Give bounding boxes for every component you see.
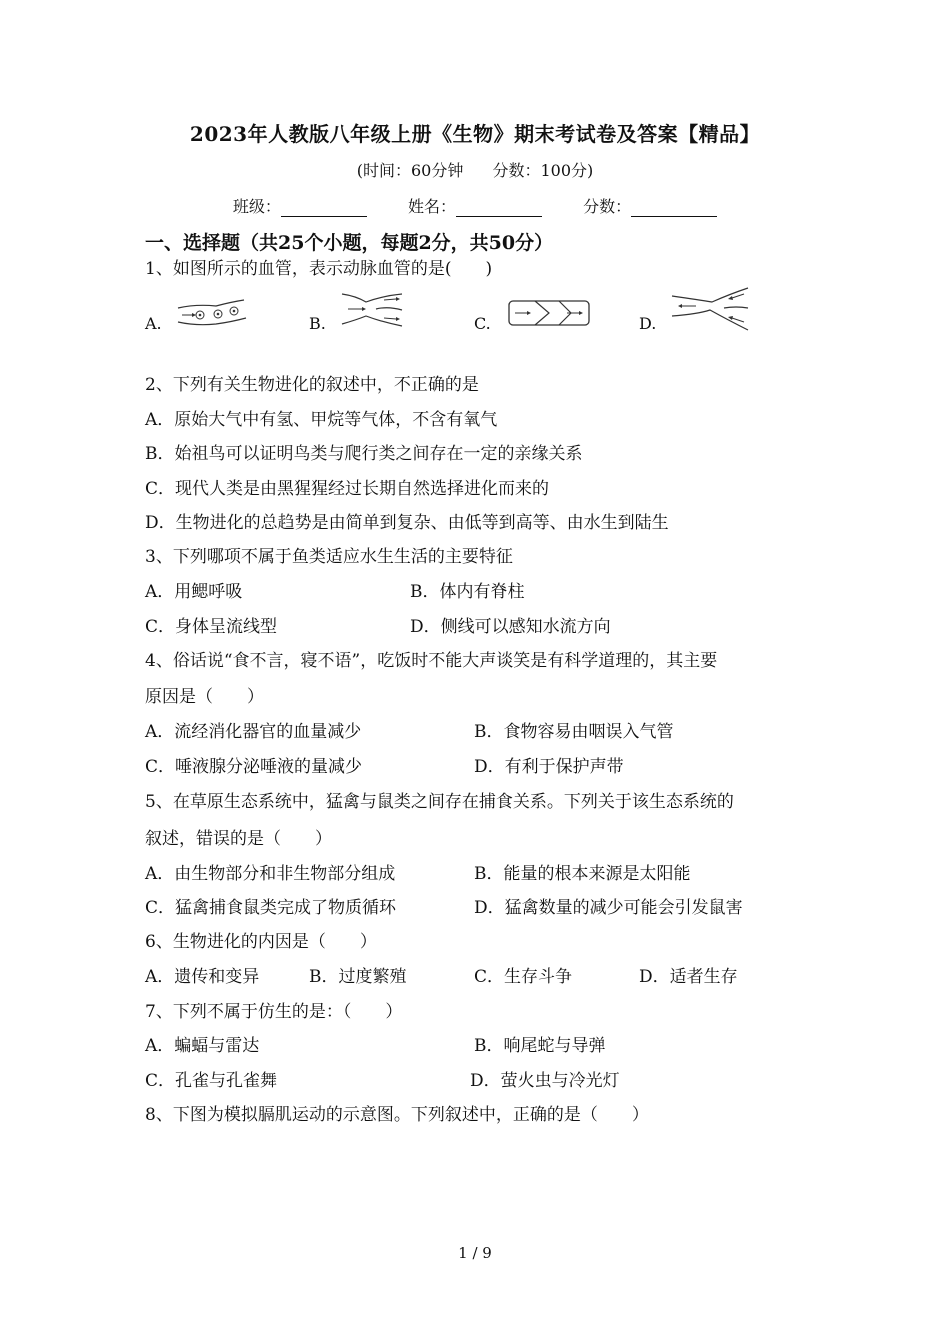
q3-stem: 3、下列哪项不属于鱼类适应水生生活的主要特征: [145, 547, 513, 567]
q5-option-c: C．猛禽捕食鼠类完成了物质循环: [145, 898, 397, 918]
q6-option-d: D．适者生存: [639, 967, 738, 987]
q7-option-b: B．响尾蛇与导弹: [474, 1036, 606, 1056]
q1-option-d-vessel-image: [670, 286, 752, 332]
class-field: [233, 194, 367, 217]
q2-option-b: B．始祖鸟可以证明鸟类与爬行类之间存在一定的亲缘关系: [145, 444, 583, 464]
name-blank: [456, 200, 542, 217]
score-label: 分数：: [583, 197, 632, 216]
q1-option-a-label: A.: [145, 314, 162, 333]
q7-option-a: A．蝙蝠与雷达: [145, 1036, 260, 1056]
q5-option-d: D．猛禽数量的减少可能会引发鼠害: [474, 898, 743, 918]
class-label: 班级：: [232, 197, 281, 216]
q8-stem: 8、下图为模拟膈肌运动的示意图。下列叙述中，正确的是（ ）: [145, 1105, 649, 1125]
q1-option-c-label: C.: [474, 314, 491, 333]
score-blank: [631, 200, 717, 217]
exam-total-score: 分数：100分): [492, 161, 594, 180]
page-number: 1 / 9: [458, 1244, 492, 1262]
q4-option-c: C．唾液腺分泌唾液的量减少: [145, 757, 363, 777]
q1-option-b-vessel-image: [340, 290, 406, 330]
q2-stem: 2、下列有关生物进化的叙述中，不正确的是: [145, 375, 479, 395]
q7-stem: 7、下列不属于仿生的是：（ ）: [145, 1002, 403, 1022]
q5-option-b: B．能量的根本来源是太阳能: [474, 864, 691, 884]
q2-option-a: A．原始大气中有氢、甲烷等气体，不含有氧气: [145, 410, 498, 430]
student-info-fields: [0, 194, 950, 217]
q5-stem-line2: 叙述，错误的是（ ）: [145, 829, 332, 849]
name-label: 姓名：: [407, 197, 456, 216]
q3-option-d: D．侧线可以感知水流方向: [410, 617, 611, 637]
score-field: [583, 194, 717, 217]
exam-title: 2023年人教版八年级上册《生物》期末考试卷及答案【精品】: [189, 122, 761, 146]
exam-time: (时间：60分钟: [356, 161, 464, 180]
exam-meta: [0, 158, 950, 181]
q3-option-c: C．身体呈流线型: [145, 617, 278, 637]
q1-option-c-vessel-image: [505, 298, 595, 330]
q4-option-d: D．有利于保护声带: [474, 757, 624, 777]
q1-stem: 1、如图所示的血管，表示动脉血管的是( ): [145, 259, 493, 279]
q6-option-b: B．过度繁殖: [309, 967, 407, 987]
q7-option-d: D．萤火虫与冷光灯: [470, 1071, 620, 1091]
class-blank: [281, 200, 367, 217]
q6-option-a: A．遗传和变异: [145, 967, 260, 987]
q2-option-c: C．现代人类是由黑猩猩经过长期自然选择进化而来的: [145, 479, 550, 499]
q5-option-a: A．由生物部分和非生物部分组成: [145, 864, 396, 884]
q4-stem-line1: 4、俗话说“食不言，寝不语”，吃饭时不能大声谈笑是有科学道理的，其主要: [145, 651, 718, 671]
q6-option-c: C．生存斗争: [474, 967, 573, 987]
q1-option-b-label: B.: [309, 314, 326, 333]
q4-option-a: A．流经消化器官的血量减少: [145, 722, 362, 742]
q1-option-a-vessel-image: [176, 298, 248, 330]
q3-option-b: B．体内有脊柱: [410, 582, 525, 602]
q7-option-c: C．孔雀与孔雀舞: [145, 1071, 278, 1091]
q4-stem-line2: 原因是（ ）: [145, 687, 264, 707]
q1-option-d-label: D.: [639, 314, 657, 333]
q4-option-b: B．食物容易由咽误入气管: [474, 722, 674, 742]
q2-option-d: D．生物进化的总趋势是由简单到复杂、由低等到高等、由水生到陆生: [145, 513, 669, 533]
q3-option-a: A．用鳃呼吸: [145, 582, 243, 602]
q5-stem-line1: 5、在草原生态系统中，猛禽与鼠类之间存在捕食关系。下列关于该生态系统的: [145, 792, 734, 812]
section-title: 一、选择题（共25个小题，每题2分，共50分）: [145, 232, 554, 254]
name-field: [408, 194, 542, 217]
q6-stem: 6、生物进化的内因是（ ）: [145, 932, 377, 952]
